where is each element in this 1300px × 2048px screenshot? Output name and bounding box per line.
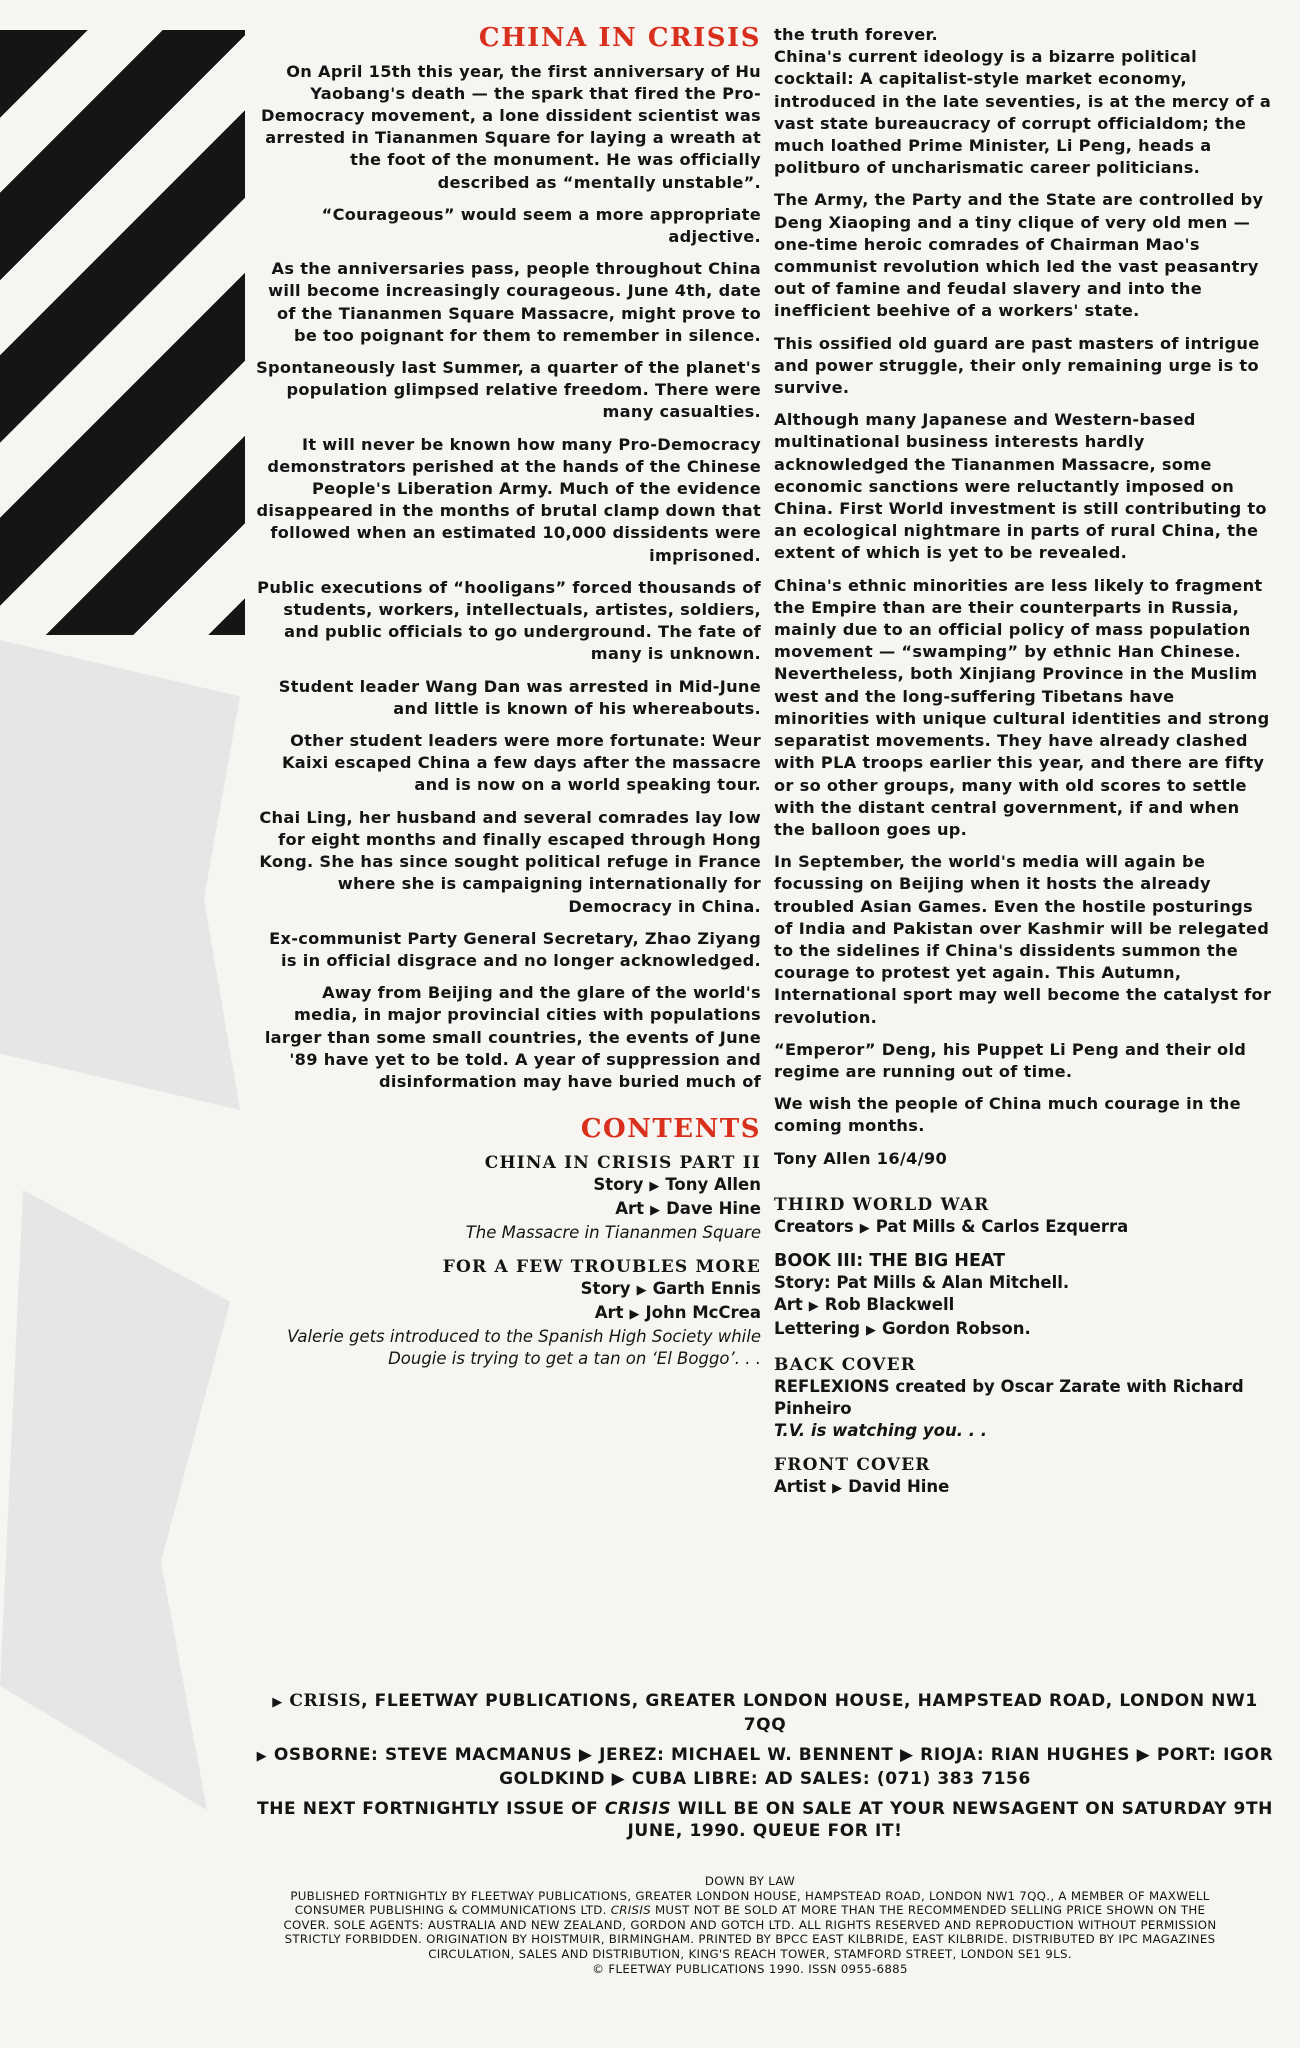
- article-paragraph: Ex-communist Party General Secretary, Zhao Ziyang is in official disgrace and no longer acknowledged.: [269, 928, 761, 970]
- contents-credit: Artist ▶ David Hine: [774, 1476, 950, 1496]
- article-paragraph: In September, the world's media will again be focussing on Beijing when it hosts the already troubled Asian Games. Even the hostile posturings of India and Pakistan over Kashmir will be relegated to the sidelines if China's dissidents summon the courage to protest yet again. This Autumn, International sport may well become the catalyst for revolution.: [774, 852, 1272, 1027]
- legal-heading: DOWN BY LAW: [704, 1874, 796, 1888]
- contents-item: [255, 1152, 761, 1244]
- contents-credit: Art ▶ Dave Hine: [615, 1198, 761, 1218]
- publisher-address: ▶ CRISIS, FLEETWAY PUBLICATIONS, GREATER LONDON HOUSE, HAMPSTEAD ROAD, LONDON NW1 7QQ: [272, 1691, 1258, 1735]
- arrow-icon: ▶: [256, 1749, 268, 1764]
- contents-blurb: Valerie gets introduced to the Spanish High Society while Dougie is trying to get a tan on ‘El Boggo’. . .: [287, 1326, 761, 1368]
- article-paragraph: We wish the people of China much courage in the coming months.: [774, 1094, 1241, 1136]
- contents-credit: Creators ▶ Pat Mills & Carlos Ezquerra: [774, 1216, 1129, 1236]
- article-paragraph: Tony Allen 16/4/90: [774, 1148, 948, 1168]
- article-paragraph: The Army, the Party and the State are controlled by Deng Xiaoping and a tiny clique of very old men — one-time heroic comrades of Chairman Mao's communist revolution which led the vast peasantry out of famine and feudal slavery and into the inefficient beehive of a workers' state.: [774, 190, 1264, 321]
- background-ghost-shape: [0, 640, 240, 1110]
- article-paragraph: Other student leaders were more fortunate: Weur Kaixi escaped China a few days after the massacre and is now on a world speaking tour.: [281, 731, 761, 795]
- staff-credits: ▶ OSBORNE: STEVE MACMANUS ▶ JEREZ: MICHAEL W. BENNENT ▶ RIOJA: RIAN HUGHES ▶ PORT: IGOR GOLDKIND ▶ CUBA LIBRE: AD SALES: (071) 383 7156: [256, 1745, 1274, 1789]
- contents-credit: Story ▶ Garth Ennis: [580, 1278, 761, 1298]
- article-paragraph: Student leader Wang Dan was arrested in Mid-June and little is known of his whereabouts.: [278, 676, 761, 718]
- book-title: BOOK III: THE BIG HEAT: [774, 1250, 1006, 1271]
- article-paragraph: This ossified old guard are past masters of intrigue and power struggle, their only remaining urge is to survive.: [774, 333, 1260, 398]
- left-column: [255, 24, 761, 1382]
- article-paragraph: the truth forever. China's current ideology is a bizarre political cocktail: A capitalist-style market economy, introduced in the late seventies, is at the mercy of a vast state bureaucracy of corrupt officialdom; the much loathed Prime Minister, Li Peng, heads a politburo of uncharismatic career politicians.: [774, 25, 1272, 178]
- arrow-icon: ▶: [629, 1306, 640, 1322]
- article-right-body: [774, 24, 1274, 1170]
- article-paragraph: China's ethnic minorities are less likely to fragment the Empire than are their counterparts in Russia, mainly due to an official policy of mass population movement — “swamping” by ethnic Han Chinese. Nevertheless, both Xinjiang Province in the Muslim west and the long-suffering Tibetans have minorities with unique cultural identities and strong separatist movements. They have already clashed with PLA troops earlier this year, and there are fifty or so other groups, many with old scores to settle with the distant central government, if and when the balloon goes up.: [774, 575, 1270, 839]
- arrow-icon: ▶: [866, 1322, 877, 1338]
- contents-blurb: The Massacre in Tiananmen Square: [465, 1222, 761, 1242]
- diagonal-stripe-graphic: [0, 30, 245, 635]
- contents-credit: Art ▶ John McCrea: [594, 1302, 761, 1322]
- contents-item-title: FRONT COVER: [774, 1454, 931, 1475]
- article-paragraph: As the anniversaries pass, people throughout China will become increasingly courageous. June 4th, date of the Tiananmen Square Massacre, might prove to be too poignant for them to remember in silence.: [268, 259, 761, 345]
- article-paragraph: Although many Japanese and Western-based multinational business interests hardly acknowledged the Tiananmen Massacre, some economic sanctions were reluctantly imposed on China. First World investment is still contributing to an ecological nightmare in parts of rural China, the extent of which is yet to be revealed.: [774, 410, 1267, 563]
- brand-name: CRISIS: [604, 1799, 672, 1819]
- masthead: [250, 1690, 1280, 1850]
- article-paragraph: “Courageous” would seem a more appropriate adjective.: [321, 204, 761, 247]
- contents-credit: Story ▶ Tony Allen: [593, 1174, 761, 1194]
- contents-credit: Art ▶ Rob Blackwell: [774, 1294, 955, 1314]
- article-paragraph: “Emperor” Deng, his Puppet Li Peng and their old regime are running out of time.: [774, 1039, 1247, 1081]
- brand-name: CRISIS: [289, 1691, 362, 1711]
- arrow-icon: ▶: [859, 1220, 870, 1236]
- next-issue-note: THE NEXT FORTNIGHTLY ISSUE OF CRISIS WILL BE ON SALE AT YOUR NEWSAGENT ON SATURDAY 9TH JUNE, 1990. QUEUE FOR IT!: [257, 1799, 1273, 1841]
- article-paragraph: Chai Ling, her husband and several comrades lay low for eight months and finally escaped through Hong Kong. She has since sought political refuge in France where she is campaigning internationally for Democracy in China.: [259, 807, 761, 916]
- contents-item-title: BACK COVER: [774, 1354, 917, 1375]
- arrow-icon: ▶: [649, 1178, 660, 1194]
- legal-small-print: [270, 1874, 1230, 1976]
- contents-item-title: CHINA IN CRISIS PART II: [484, 1152, 761, 1173]
- copyright-line: © FLEETWAY PUBLICATIONS 1990. ISSN 0955-6885: [592, 1961, 908, 1976]
- article-paragraph: Away from Beijing and the glare of the world's media, in major provincial cities with populations larger than some small countries, the events of June '89 have yet to be told. A year of suppression and disinformation may have buried much of: [264, 983, 761, 1091]
- contents-credit: Lettering ▶ Gordon Robson.: [774, 1318, 1031, 1338]
- contents-right-list: [774, 1194, 1274, 1500]
- article-paragraph: It will never be known how many Pro-Democracy demonstrators perished at the hands of the Chinese People's Liberation Army. Much of the evidence disappeared in the months of brutal clamp down that followed when an estimated 10,000 dissidents were imprisoned.: [256, 434, 761, 565]
- arrow-icon: ▶: [636, 1282, 647, 1298]
- arrow-icon: ▶: [832, 1480, 843, 1496]
- article-paragraph: Public executions of “hooligans” forced thousands of students, workers, intellectuals, artistes, soldiers, and public officials to go underground. The fate of many is unknown.: [257, 577, 761, 664]
- contents-credit: Story: Pat Mills & Alan Mitchell.: [774, 1272, 1070, 1292]
- contents-item: [255, 1256, 761, 1370]
- legal-body: PUBLISHED FORTNIGHTLY BY FLEETWAY PUBLICATIONS, GREATER LONDON HOUSE, HAMPSTEAD ROAD, LONDON NW1 7QQ., A MEMBER OF MAXWELL CONSUMER PUBLISHING & COMMUNICATIONS LTD. CRISIS MUST NOT BE SOLD AT MORE THAN THE RECOMMENDED SELLING PRICE SHOWN ON THE COVER. SOLE AGENTS: AUSTRALIA AND NEW ZEALAND, GORDON AND GOTCH LTD. ALL RIGHTS RESERVED AND REPRODUCTION WITHOUT PERMISSION STRICTLY FORBIDDEN. ORIGINATION BY HOISTMUIR, BIRMINGHAM. PRINTED BY BPCC EAST KILBRIDE, EAST KILBRIDE. DISTRIBUTED BY IPC MAGAZINES CIRCULATION, SALES AND DISTRIBUTION, KING'S REACH TOWER, STAMFORD STREET, LONDON SE1 9LS.: [283, 1888, 1217, 1961]
- contents-left-list: [255, 1152, 761, 1370]
- arrow-icon: ▶: [808, 1298, 819, 1314]
- article-title: CHINA IN CRISIS: [478, 23, 761, 53]
- right-column: [774, 24, 1274, 1500]
- contents-item-title: THIRD WORLD WAR: [774, 1194, 990, 1215]
- article-paragraph: Spontaneously last Summer, a quarter of the planet's population glimpsed relative freedom. There were many casualties.: [256, 358, 761, 422]
- article-left-body: [255, 61, 761, 1094]
- contents-title: CONTENTS: [580, 1114, 761, 1145]
- article-paragraph: On April 15th this year, the first anniversary of Hu Yaobang's death — the spark that fired the Pro-Democracy movement, a lone dissident scientist was arrested in Tiananmen Square for laying a wreath at the foot of the monument. He was officially described as “mentally unstable”.: [261, 61, 761, 192]
- contents-item-title: FOR A FEW TROUBLES MORE: [442, 1256, 761, 1277]
- contents-credit: REFLEXIONS created by Oscar Zarate with Richard Pinheiro: [774, 1376, 1244, 1418]
- arrow-icon: ▶: [650, 1202, 661, 1218]
- background-ghost-shape: [0, 1190, 230, 1810]
- arrow-icon: ▶: [272, 1695, 283, 1710]
- contents-blurb: T.V. is watching you. . .: [774, 1420, 988, 1440]
